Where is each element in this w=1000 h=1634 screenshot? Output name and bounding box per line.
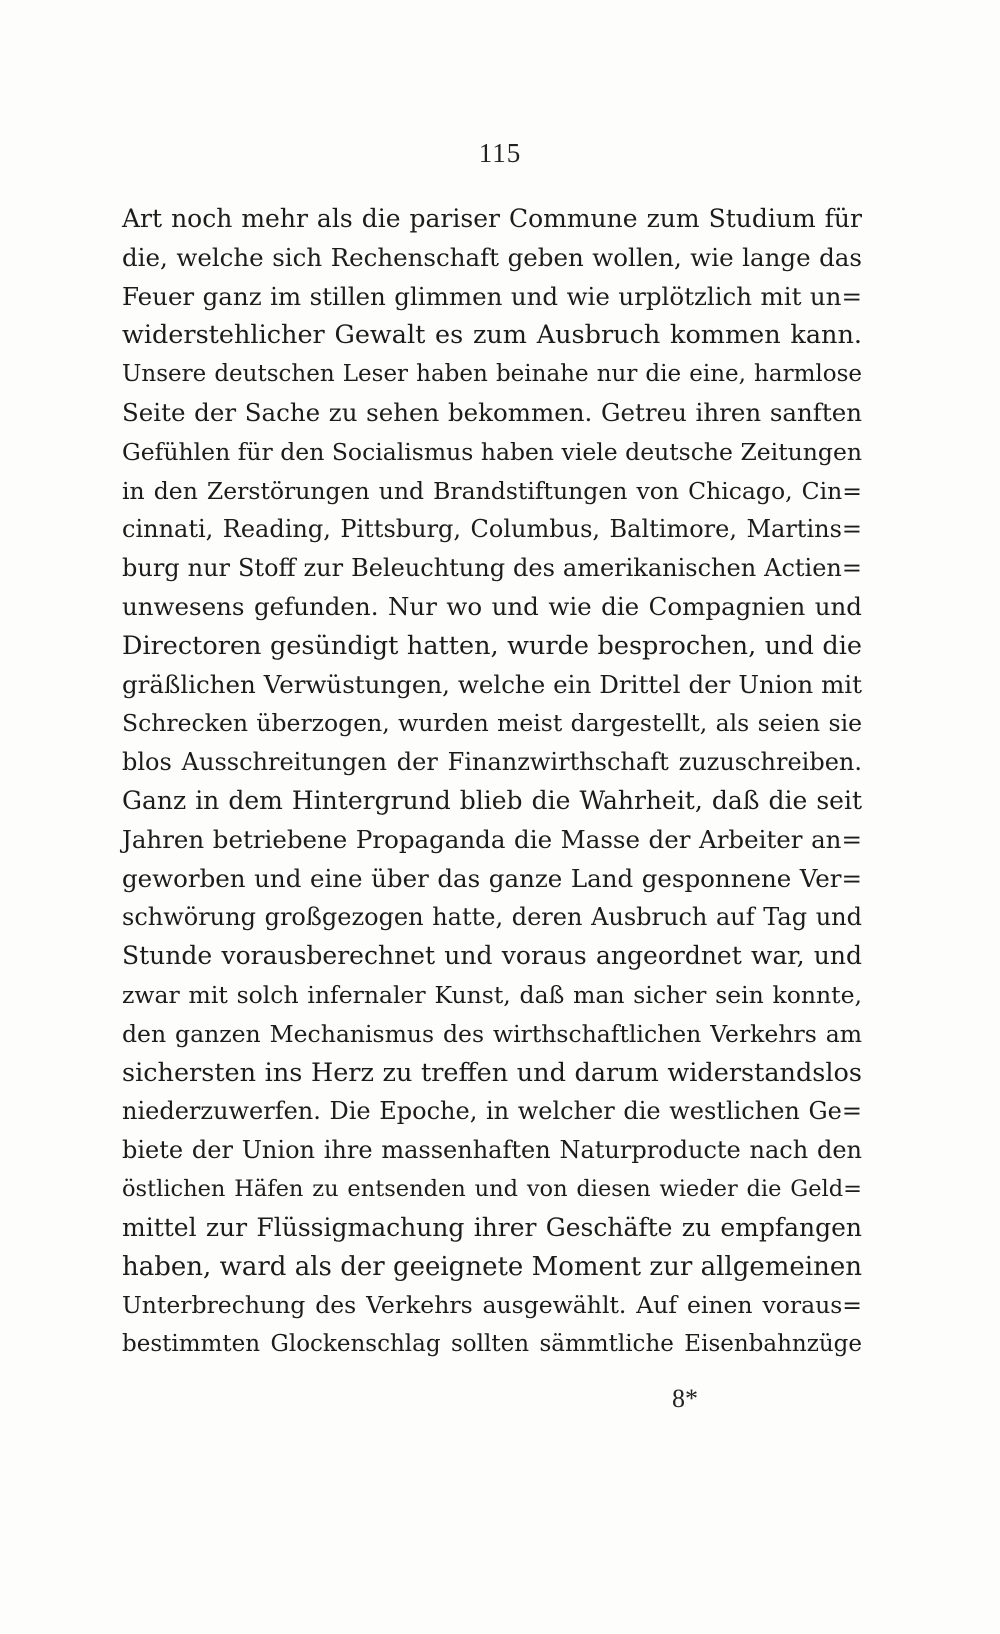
text-line: in den Zerstörungen und Brandstiftungen von Chicago, Cin= — [122, 476, 862, 505]
text-line: zwar mit solch infernaler Kunst, daß man sicher sein konnte, — [122, 980, 862, 1009]
text-line: bestimmten Glockenschlag sollten sämmtliche Eisenbahnzüge — [122, 1331, 862, 1358]
text-line: Stunde vorausberechnet und voraus angeordnet war, und — [122, 941, 862, 971]
text-line: Art noch mehr als die pariser Commune zum Studium für — [122, 204, 862, 233]
text-line: östlichen Häfen zu entsenden und von diesen wieder die Geld= — [122, 1175, 862, 1202]
signature-mark: 8* — [672, 1384, 698, 1413]
text-line: sichersten ins Herz zu treffen und darum widerstandslos — [122, 1057, 862, 1088]
text-line: mittel zur Flüssigmachung ihrer Geschäfte zu empfangen — [122, 1212, 862, 1242]
text-line: den ganzen Mechanismus des wirthschaftlichen Verkehrs am — [122, 1019, 862, 1048]
text-line: blos Ausschreitungen der Finanzwirthschaft zuzuschreiben. — [122, 748, 862, 777]
text-line: Unsere deutschen Leser haben beinahe nur die eine, harmlose — [122, 361, 862, 388]
text-line: widerstehlicher Gewalt es zum Ausbruch kommen kann. — [122, 320, 862, 351]
text-line: Jahren betriebene Propaganda die Masse der Arbeiter an= — [122, 824, 862, 854]
text-line: Schrecken überzogen, wurden meist dargestellt, als seien sie — [122, 709, 862, 738]
text-line: Feuer ganz im stillen glimmen und wie urplötzlich mit un= — [122, 281, 862, 311]
text-line: Unterbrechung des Verkehrs ausgewählt. Auf einen voraus= — [122, 1291, 862, 1320]
text-line: die, welche sich Rechenschaft geben wollen, wie lange das — [122, 242, 862, 272]
text-line: unwesens gefunden. Nur wo und wie die Compagnien und — [122, 591, 862, 621]
page-number: 115 — [478, 138, 522, 168]
text-line: haben, ward als der geeignete Moment zur allgemeinen — [122, 1251, 862, 1282]
text-line: cinnati, Reading, Pittsburg, Columbus, Baltimore, Martins= — [122, 515, 862, 544]
text-line: Directoren gesündigt hatten, wurde besprochen, und die — [122, 630, 862, 661]
text-line: schwörung großgezogen hatte, deren Ausbruch auf Tag und — [122, 903, 862, 932]
text-line: Ganz in dem Hintergrund blieb die Wahrheit, daß die seit — [122, 785, 862, 815]
text-line: biete der Union ihre massenhaften Naturproducte nach den — [122, 1136, 862, 1165]
text-line: Gefühlen für den Socialismus haben viele deutsche Zeitungen — [122, 437, 862, 466]
text-line: burg nur Stoff zur Beleuchtung des amerikanischen Actien= — [122, 554, 862, 583]
body-text — [122, 200, 862, 1364]
text-line: gräßlichen Verwüstungen, welche ein Drittel der Union mit — [122, 669, 862, 699]
text-line: Seite der Sache zu sehen bekommen. Getreu ihren sanften — [122, 397, 862, 427]
text-line: niederzuwerfen. Die Epoche, in welcher die westlichen Ge= — [122, 1097, 862, 1126]
text-line: geworben und eine über das ganze Land gesponnene Ver= — [122, 863, 862, 893]
